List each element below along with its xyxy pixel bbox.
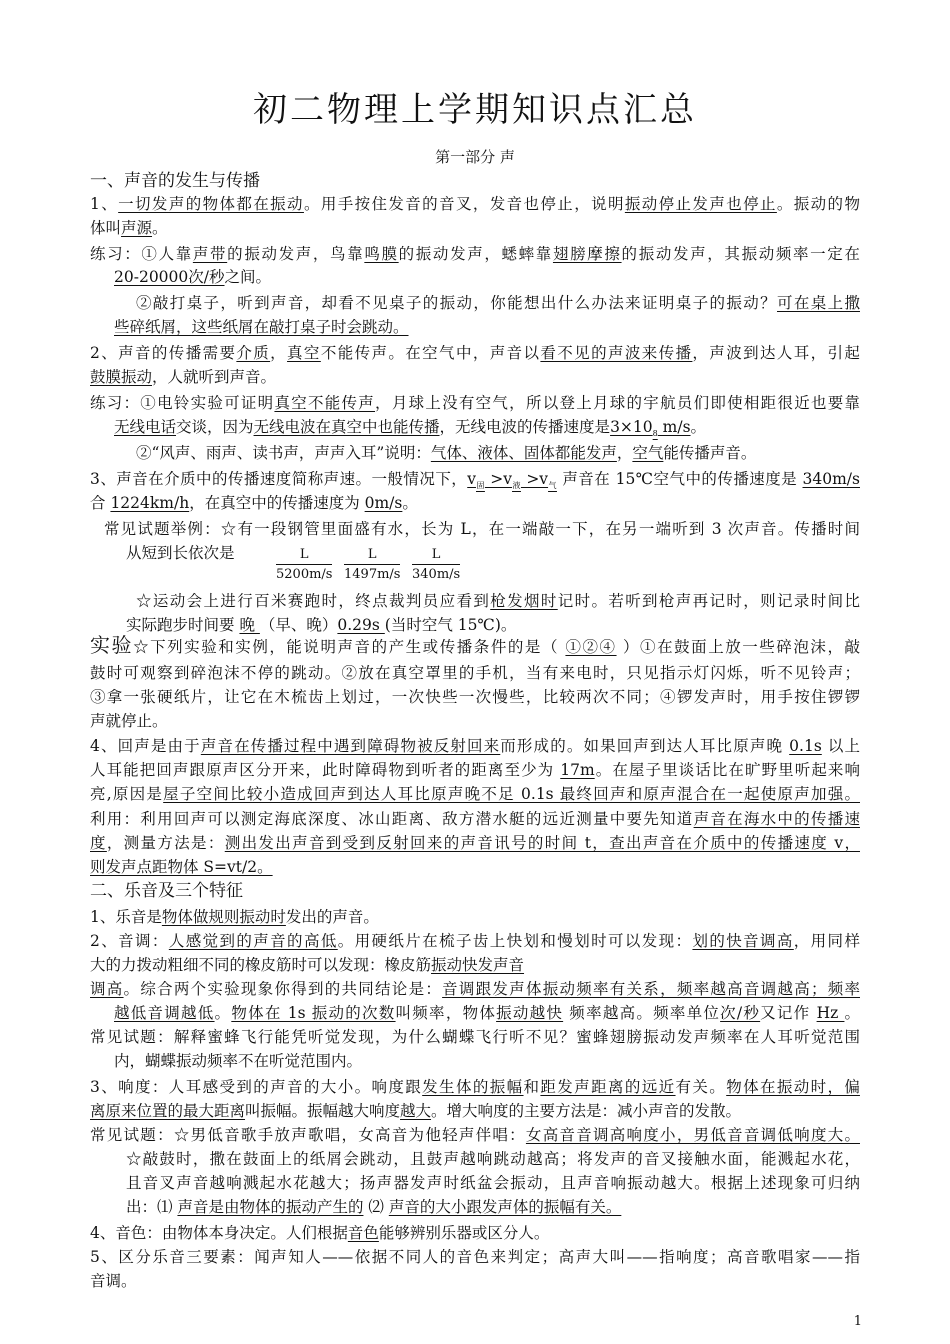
text-run: ②“风声、雨声、读书声，声声入耳”说明： [136, 444, 431, 462]
underlined-answer: 无线电话 [114, 418, 177, 436]
text-line [126, 542, 235, 564]
text-line [90, 832, 860, 854]
text-line [90, 342, 860, 364]
underlined-answer: m/s [657, 418, 691, 436]
underlined-answer: 液 [512, 481, 521, 490]
text-line [90, 686, 860, 708]
underlined-answer: 20-20000次/秒 [114, 268, 225, 286]
text-run: 体叫 [90, 219, 122, 237]
text-run: ，用同样 [793, 932, 860, 950]
text-run: ③拿一张硬纸片，让它在木梳齿上划过，一次快些一次慢些，比较两次不同；④锣发声时，用手按住锣锣 [90, 688, 860, 706]
text-run: 1、乐音是 [90, 908, 162, 926]
text-run: 之间。 [224, 268, 272, 286]
underlined-answer: 距发声距离的远近 [540, 1078, 676, 1096]
text-run: 声就停止。 [90, 712, 168, 730]
text-run: ，人就听到声音。 [152, 368, 277, 386]
underlined-answer: 气体、液体、固体都能发声 [430, 444, 617, 462]
underlined-answer: 真空 [287, 344, 321, 362]
text-line [90, 217, 168, 239]
text-run: 的振动发声，其振动频率一定在 [621, 245, 860, 263]
text-run: 以上 [821, 737, 860, 755]
text-run: 内，蝴蝶振动频率不在听觉范围内。 [114, 1052, 363, 1070]
text-line [136, 442, 756, 464]
underlined-answer: 枪发烟时 [490, 592, 558, 610]
text-run: 发出的声音。 [285, 908, 379, 926]
text-run: ⑵ [363, 1198, 389, 1216]
text-run: 。用硬纸片在梳子齿上快划和慢划时可以发现： [337, 932, 693, 950]
text-line [126, 614, 516, 636]
text-run: 出：⑴ [126, 1198, 178, 1216]
underlined-answer: 则发声点距物体 S=vt/2。 [90, 858, 273, 876]
underlined-answer: 声音在海水中的传播速 [693, 810, 860, 828]
underlined-answer: 晚 [239, 616, 260, 634]
text-run: ）①在鼓面上放一些碎泡沫，敲 [616, 638, 860, 656]
text-run: 不能传声。在空气中，声音以 [320, 344, 541, 362]
underlined-answer: 女高音音调高响度小，男低音音调低响度大。 [525, 1126, 860, 1144]
underlined-answer: 340m/s [802, 470, 860, 488]
underlined-answer: 翅膀摩擦 [552, 245, 622, 263]
underlined-answer: 度 [90, 834, 107, 852]
text-run: 。综合两个实验现象你得到的共同结论是： [123, 980, 443, 998]
text-run: 。增大响度的主要方法是：减小声音的发散。 [431, 1102, 742, 1120]
text-run: ☆运动会上进行百米赛跑时，终点裁判员应看到 [136, 592, 491, 610]
text-run: ，无线电波的传播速度是 [439, 418, 611, 436]
underlined-answer: 振动越快 [496, 1004, 564, 1022]
fraction-denominator: 340m/s [412, 567, 461, 582]
text-run: 叫频率，物体 [395, 1004, 497, 1022]
underlined-answer: 音调跟发声体振动频率有关系，频率越高音调越高；频率 [442, 980, 860, 998]
text-run: ，月球上没有空气，所以登上月球的宇航员们即使相距很近也要靠 [375, 394, 860, 412]
underlined-answer: 物体在振动时，偏 [726, 1078, 860, 1096]
text-run: 和 [523, 1078, 541, 1096]
text-run: 的振动发声，鸟靠 [227, 245, 365, 263]
underlined-answer: 17m [560, 761, 595, 779]
time-fraction [276, 546, 332, 585]
underlined-answer: 0.1s [789, 737, 822, 755]
text-line [126, 1196, 621, 1218]
text-run: 。 [402, 494, 418, 512]
text-line [90, 366, 276, 388]
text-line [136, 292, 860, 314]
fraction-numerator: L [412, 546, 460, 565]
text-run: 记时。若听到枪声再记时，则记录时间比 [557, 592, 860, 610]
text-run: 常见试题：☆男低音歌手放声歌唱，女高音为他轻声伴唱： [90, 1126, 526, 1144]
text-run: 从短到长依次是 [126, 544, 235, 562]
text-run: 4、音色：由物体本身决定。人们根据 [90, 1224, 348, 1242]
text-run: 又记作 [760, 1004, 817, 1022]
text-line [90, 1222, 549, 1244]
underlined-answer: 3×10 [610, 418, 653, 436]
text-line [90, 783, 860, 805]
text-run: 有关。 [675, 1078, 727, 1096]
text-run: 人耳能把回声跟原声区分开来，此时障碍物到听者的距离至少为 [90, 761, 561, 779]
text-run: ☆敲鼓时，撒在鼓面上的纸屑会跳动，且鼓声越响跳动越高；将发声的音叉接触水面，能溅起水花， [126, 1150, 860, 1168]
text-run: ②敲打桌子，听到声音，却看不见桌子的振动，你能想出什么办法来证明桌子的振动？ [136, 294, 777, 312]
text-run: 大的力拨动粗细不同的橡皮筋时可以发现：橡皮筋 [90, 956, 432, 974]
text-run: 。在屋子里谈话比在旷野里听起来响 [594, 761, 860, 779]
time-fraction [412, 546, 460, 585]
text-run: ，测量方法是： [106, 834, 225, 852]
text-line [90, 193, 860, 215]
text-line [90, 1076, 860, 1098]
text-run: 频率越高。频率单位 [563, 1004, 721, 1022]
text-run: 实验 [90, 633, 134, 657]
text-line [90, 759, 860, 781]
text-run: 音调。 [90, 1272, 137, 1290]
text-run: 。 [214, 1004, 232, 1022]
text-line [114, 266, 271, 288]
text-line [104, 518, 860, 540]
underlined-answer: 测出发出声音到受到反射回来的声音讯号的时间 t，查出声音在介质中的传播速度 v， [224, 834, 860, 852]
text-run: 3、声音在介质中的传播速度简称声速。一般情况下， [90, 470, 468, 488]
underlined-answer: 气 [548, 481, 557, 490]
text-line [90, 856, 273, 878]
text-line [90, 954, 524, 976]
underlined-answer: 看不见的声波来传播 [540, 344, 693, 362]
text-run: 亮,原因是 [90, 785, 164, 803]
text-line [90, 808, 860, 830]
text-run: 能够辨别乐器或区分人。 [378, 1224, 550, 1242]
text-line [90, 735, 860, 757]
text-run: 实际跑步时间要 [126, 616, 240, 634]
text-run: 4、回声是由于 [90, 737, 201, 755]
text-run: 且音叉声音越响溅起水花越大；扬声器发声时纸盆会振动，且声音响振动越大。根据上述现象可归纳 [126, 1174, 860, 1192]
underlined-answer: ①②④ [565, 638, 617, 656]
text-run: 二、乐音及三个特征 [90, 881, 243, 901]
fraction-numerator: L [344, 546, 400, 565]
text-line [114, 316, 409, 338]
text-line [126, 1148, 860, 1170]
text-line [90, 710, 168, 732]
underlined-answer: 振动快发声音 [431, 956, 525, 974]
underlined-answer: 屋子空间比较小造成回声到达人耳比原声晚不足 0.1s 最终回声和原声混合在一起使原声加强。 [163, 785, 860, 803]
text-line [114, 1050, 362, 1072]
underlined-answer: >v [484, 470, 513, 488]
text-run: 合 [90, 494, 111, 512]
text-run: 交谈，因为 [176, 418, 254, 436]
underlined-answer: 无线电波在真空中也能传播 [253, 418, 440, 436]
text-line [90, 930, 860, 952]
underlined-answer: 0m/s [364, 494, 403, 512]
underlined-answer: 鸣膜 [364, 245, 399, 263]
text-run: 。用手按住发音的音叉，发音也停止，说明 [303, 195, 625, 213]
text-line [90, 880, 243, 902]
underlined-answer: 声源 [121, 219, 153, 237]
underlined-answer: 鼓膜振动 [90, 368, 153, 386]
underlined-answer: 声带 [192, 245, 228, 263]
text-line [90, 1124, 860, 1146]
text-line [90, 1246, 860, 1268]
text-run: 。 [152, 219, 168, 237]
text-line [126, 1172, 860, 1194]
text-line [90, 978, 860, 1000]
text-run: 的振动发声，蟋蟀靠 [398, 245, 553, 263]
text-run: ，声波到达人耳，引起 [692, 344, 860, 362]
fraction-denominator: 5200m/s [276, 567, 333, 582]
underlined-answer: 声音是由物体的振动产生的 [177, 1198, 364, 1216]
underlined-answer: 越大 [400, 1102, 432, 1120]
underlined-answer: 一切发声的物体都在振动 [118, 195, 304, 213]
underlined-answer: 次/秒 [720, 1004, 761, 1022]
underlined-answer: 振动停止发声也停止 [624, 195, 777, 213]
time-fraction [344, 546, 400, 585]
text-run: 。 [844, 1004, 860, 1022]
page-number: 1 [853, 1314, 862, 1329]
underlined-answer: Hz [816, 1004, 845, 1022]
underlined-answer: 空气 [632, 444, 664, 462]
underlined-answer: 越低音调越低 [114, 1004, 215, 1022]
fraction-numerator: L [276, 546, 332, 565]
text-run: 。 [690, 418, 707, 436]
underlined-answer: 声音在传播过程中遇到障碍物被反射回来 [200, 737, 501, 755]
text-run: 1、 [90, 195, 119, 213]
underlined-answer: 离原来位置的最大距离 [90, 1102, 246, 1120]
page-title: 初二物理上学期知识点汇总 [253, 90, 697, 130]
text-line [90, 492, 418, 514]
text-line [114, 1002, 860, 1024]
text-line [90, 392, 860, 414]
text-run: （早、晚） [259, 616, 338, 634]
text-run: 练习：①电铃实验可证明 [90, 394, 275, 412]
underlined-answer: 发生体的振幅 [422, 1078, 524, 1096]
text-line [136, 590, 860, 612]
text-line [90, 1026, 860, 1048]
underlined-answer: 介质 [236, 344, 271, 362]
text-run: 利用：利用回声可以测定海底深度、冰山距离、敌方潜水艇的远近测量中要先知道 [90, 810, 694, 828]
text-line [90, 1270, 137, 1292]
underlined-answer: 可在桌上撒 [777, 294, 860, 312]
text-line [114, 416, 706, 445]
underlined-answer: 1224km/h [110, 494, 190, 512]
text-run: 2、声音的传播需要 [90, 344, 237, 362]
text-run: 3、响度：人耳感受到的声音的大小。响度跟 [90, 1078, 423, 1096]
underlined-answer: 8 [652, 429, 658, 438]
underlined-answer: 人感觉到的声音的高低 [168, 932, 338, 950]
text-run: 。振动的物 [776, 195, 860, 213]
text-run: 5、区分乐音三要素：闻声知人——依据不同人的音色来判定；高声大叫——指响度；高音歌唱家——指 [90, 1248, 860, 1266]
text-run: 2、音调： [90, 932, 169, 950]
underlined-answer: 固 [476, 481, 485, 490]
text-run: 一、声音的发生与传播 [90, 171, 260, 191]
text-run: (当时空气 15℃)。 [384, 616, 517, 634]
text-line [90, 634, 860, 658]
underlined-answer: v [467, 470, 476, 488]
underlined-answer: 物体在 1s 振动的次数 [231, 1004, 396, 1022]
text-line [90, 243, 860, 265]
text-run: ，在真空中的传播速度为 [189, 494, 365, 512]
underlined-answer: 音色 [347, 1224, 379, 1242]
text-run: ☆下列实验和实例，能说明声音的产生或传播条件的是（ [133, 638, 566, 656]
part-heading: 第一部分 声 [435, 148, 515, 166]
underlined-answer: 划的快音调高 [692, 932, 794, 950]
text-run: 而形成的。如果回声到达人耳比原声晚 [500, 737, 790, 755]
text-run: 鼓时可观察到碎泡沫不停的跳动。②放在真空罩里的手机，当有来电时，只见指示灯闪烁，听不见铃声； [90, 664, 860, 682]
text-run: 常见试题：解释蜜蜂飞行能凭听觉发现，为什么蝴蝶飞行听不见？蜜蜂翅膀振动发声频率在人耳听觉范围 [90, 1028, 860, 1046]
underlined-answer: 调高 [90, 980, 124, 998]
underlined-answer: 物体做规则振动时 [161, 908, 286, 926]
text-run: ， [616, 444, 633, 462]
text-run: 练习：①人靠 [90, 245, 193, 263]
text-run: 叫振幅。振幅越大响度 [245, 1102, 401, 1120]
text-line [90, 1100, 741, 1122]
text-line [90, 170, 260, 192]
underlined-answer: >v [520, 470, 549, 488]
text-line [90, 662, 860, 684]
underlined-answer: 0.29s [337, 616, 385, 634]
fraction-denominator: 1497m/s [344, 567, 401, 582]
underlined-answer: 些碎纸屑，这些纸屑在敲打桌子时会跳动。 [114, 318, 409, 336]
text-run: ， [270, 344, 288, 362]
text-run: 声音在 15℃空气中的传播速度是 [556, 470, 803, 488]
text-line [90, 906, 379, 928]
underlined-answer: 真空不能传声 [274, 394, 376, 412]
underlined-answer: 声音的大小跟发声体的振幅有关。 [388, 1198, 622, 1216]
text-run: 能传播声音。 [663, 444, 757, 462]
text-run: 常见试题举例：☆有一段钢管里面盛有水，长为 L，在一端敲一下，在另一端听到 3 次声音。传播时间 [104, 520, 860, 538]
